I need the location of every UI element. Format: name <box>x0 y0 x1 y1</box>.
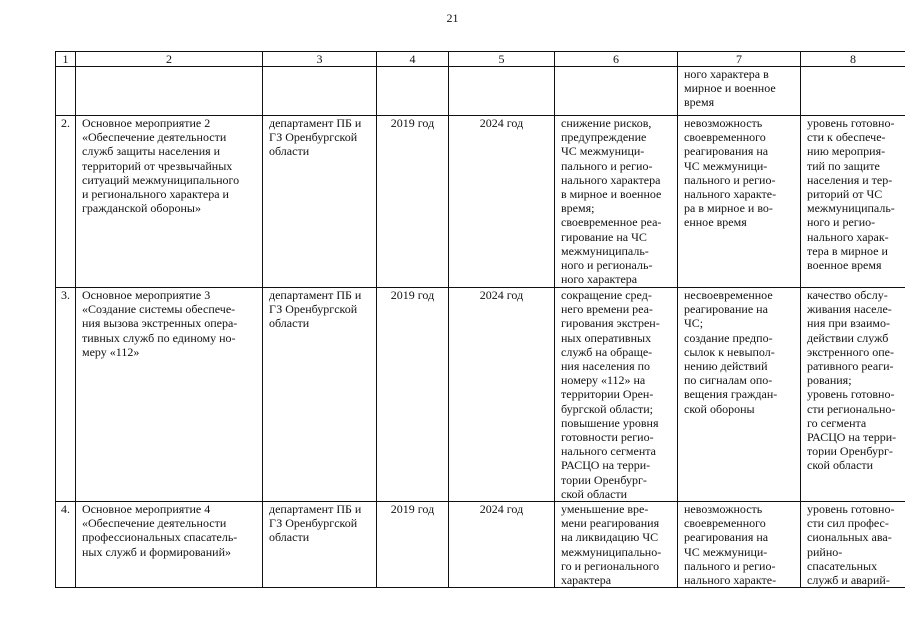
table-cell <box>76 67 263 116</box>
column-number: 6 <box>555 52 678 67</box>
row-number: 2. <box>56 116 76 288</box>
table-row <box>56 288 905 502</box>
consequences-cell: невозможность своевременного реагирования на ЧС межмуници- пального и регио- нального характе- <box>678 502 801 588</box>
indicator-cell: уровень готовно- сти к обеспече- нию мероприя- тий по защите населения и тер- риторий от ЧС межмуниципаль- ного и регио- нального харак- тера в мирное и военное время <box>801 116 905 288</box>
table-row <box>56 502 905 588</box>
row-number: 4. <box>56 502 76 588</box>
consequences-cell: ного характера в мирное и военное время <box>678 67 801 116</box>
measure-cell: Основное мероприятие 4 «Обеспечение деятельности профессиональных спасатель- ных служб и формирований» <box>76 502 263 588</box>
table-row <box>56 116 905 288</box>
consequences-cell: невозможность своевременного реагирования на ЧС межмуници- пального и регио- нального характе- ра в мирное и во- енное время <box>678 116 801 288</box>
page-number: 21 <box>446 11 459 25</box>
indicator-cell: уровень готовно- сти сил профес- сиональных ава- рийно- спасательных служб и аварий- <box>801 502 905 588</box>
executor-cell: департамент ПБ и ГЗ Оренбургской области <box>263 116 377 288</box>
result-cell: сокращение сред- него времени реа- гирования экстрен- ных оперативных служб на обраще- ния населения по номеру «112» на территории Орен- бургской области; повышение уровня готовности регио- нального сегмента РАСЦО на терри- тории Оренбург- ской области <box>555 288 678 502</box>
column-number: 7 <box>678 52 801 67</box>
result-cell: снижение рисков, предупреждение ЧС межмуници- пального и регио- нального характера в мирное и военное время; своевременное реа- гирование на ЧС межмуниципаль- ного и региональ- ного характера <box>555 116 678 288</box>
row-number: 3. <box>56 288 76 502</box>
table-cell <box>263 67 377 116</box>
executor-cell: департамент ПБ и ГЗ Оренбургской области <box>263 288 377 502</box>
start-year-cell: 2019 год <box>377 116 449 288</box>
column-number: 5 <box>449 52 555 67</box>
indicator-cell: качество обслу- живания населе- ния при взаимо- действии служб экстренного опе- ративного реаги- рования; уровень готовно- сти регионально- го сегмента РАСЦО на терри- тории Оренбург- ской области <box>801 288 905 502</box>
result-cell: уменьшение вре- мени реагирования на ликвидацию ЧС межмуниципально- го и регионального характера <box>555 502 678 588</box>
table-cell <box>377 67 449 116</box>
column-number: 3 <box>263 52 377 67</box>
table-cell <box>449 67 555 116</box>
continuation-row <box>56 67 905 116</box>
measure-cell: Основное мероприятие 3 «Создание системы обеспече- ния вызова экстренных опера- тивных служб по единому но- меру «112» <box>76 288 263 502</box>
measures-table <box>55 51 905 588</box>
table-cell <box>56 67 76 116</box>
table-cell <box>801 67 905 116</box>
measure-cell: Основное мероприятие 2 «Обеспечение деятельности служб защиты населения и территорий от чрезвычайных ситуаций межмуниципального и регионального характера и гражданской обороны» <box>76 116 263 288</box>
column-number-row <box>56 52 905 67</box>
end-year-cell: 2024 год <box>449 116 555 288</box>
column-number: 8 <box>801 52 905 67</box>
consequences-cell: несвоевременное реагирование на ЧС; создание предпо- сылок к невыпол- нению действий по сигналам опо- вещения граждан- ской обороны <box>678 288 801 502</box>
end-year-cell: 2024 год <box>449 502 555 588</box>
end-year-cell: 2024 год <box>449 288 555 502</box>
column-number: 1 <box>56 52 76 67</box>
table-cell <box>555 67 678 116</box>
start-year-cell: 2019 год <box>377 502 449 588</box>
start-year-cell: 2019 год <box>377 288 449 502</box>
column-number: 4 <box>377 52 449 67</box>
executor-cell: департамент ПБ и ГЗ Оренбургской области <box>263 502 377 588</box>
column-number: 2 <box>76 52 263 67</box>
